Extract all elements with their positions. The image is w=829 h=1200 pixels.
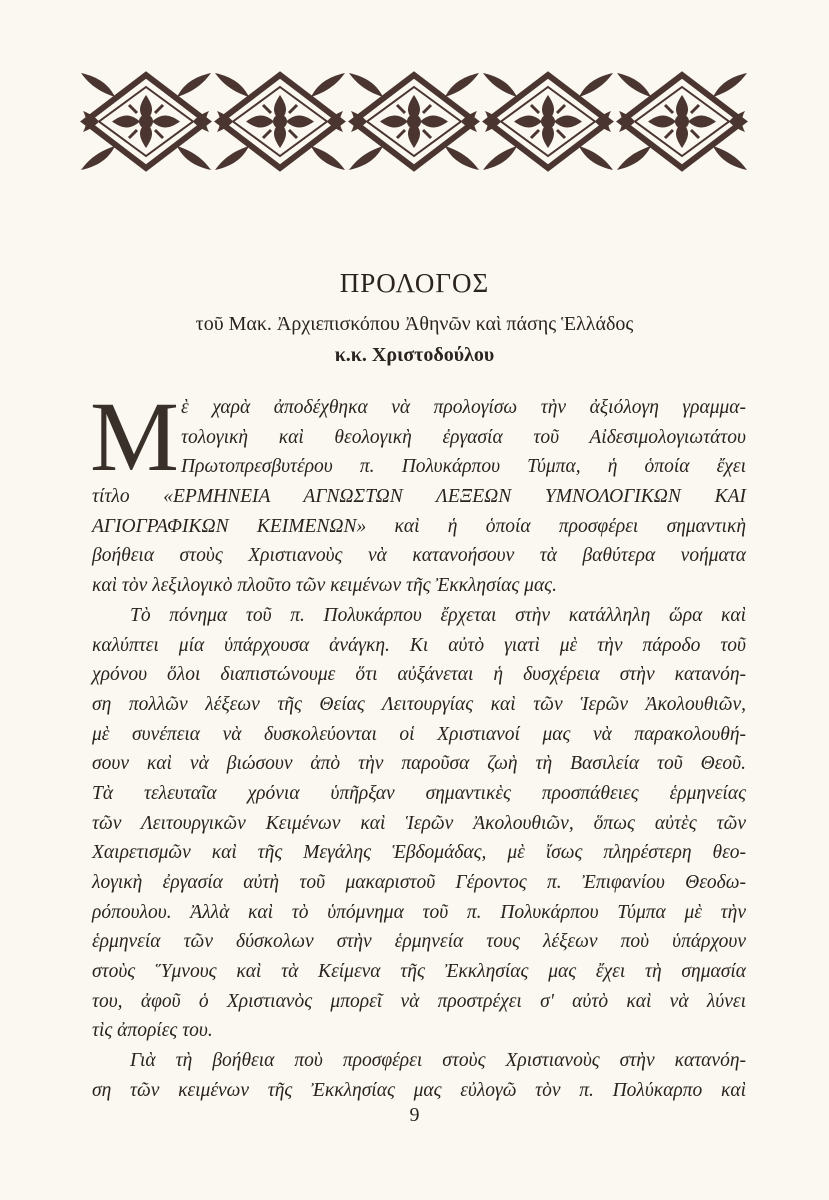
text-line: βοήθεια στοὺς Χριστιανοὺς νὰ κατανοήσουν τὰ βαθύτερα νοήματα bbox=[92, 545, 746, 567]
text-line: ὲ χαρὰ ἀποδέχθηκα νὰ προλογίσω τὴν ἀξιόλογη γραμμα- bbox=[181, 397, 746, 418]
text-line: Γιὰ τὴ βοήθεια ποὺ προσφέρει στοὺς Χριστιανοὺς στὴν κατανόη- bbox=[130, 1050, 746, 1072]
text-line: μὲ συνέπεια νὰ δυσκολεύονται οἱ Χριστιανοί μας νὰ παρακολουθή- bbox=[92, 723, 746, 745]
text-line: ση πολλῶν λέξεων τῆς Θείας Λειτουργίας καὶ τῶν Ἱερῶν Ἀκολουθιῶν, bbox=[92, 693, 746, 715]
text-line: ΑΓΙΟΓΡΑΦΙΚΩΝ ΚΕΙΜΕΝΩΝ» καὶ ἡ ὁποία προσφέρει σημαντικὴ bbox=[92, 515, 746, 537]
text-line: ρόπουλου. Ἀλλὰ καὶ τὸ ὑπόμνημα τοῦ π. Πολυκάρπου Τύμπα μὲ τὴν bbox=[92, 901, 746, 923]
text-line: του, ἀφοῦ ὁ Χριστιανὸς μπορεῖ νὰ προστρέχει σ' αὐτὸ καὶ νὰ λύνει bbox=[92, 990, 746, 1012]
text-line: Χαιρετισμῶν καὶ τῆς Μεγάλης Ἑβδομάδας, μὲ ἴσως πληρέστερη θεο- bbox=[92, 842, 746, 864]
text-line: καὶ τὸν λεξιλογικὸ πλοῦτο τῶν κειμένων τῆς Ἐκκλησίας μας. bbox=[92, 575, 557, 597]
text-line: χρόνου ὅλοι διαπιστώνουμε ὅτι αὐξάνεται ἡ δυσχέρεια στὴν κατανόη- bbox=[92, 664, 746, 686]
drop-cap: Μ bbox=[90, 381, 179, 492]
page-subtitle: τοῦ Μακ. Ἀρχιεπισκόπου Ἀθηνῶν καὶ πάσης Ἑλλάδος bbox=[195, 313, 634, 335]
page-number: 9 bbox=[409, 1104, 420, 1126]
text-line: τίτλο «ΕΡΜΗΝΕΙΑ ΑΓΝΩΣΤΩΝ ΛΕΞΕΩΝ ΥΜΝΟΛΟΓΙΚΩΝ ΚΑΙ bbox=[92, 486, 746, 508]
text-line: Πρωτοπρεσβυτέρου π. Πολυκάρπου Τύμπα, ἡ ὁποία ἔχει bbox=[181, 456, 746, 478]
text-line: στοὺς Ὕμνους καὶ τὰ Κείμενα τῆς Ἐκκλησίας μας ἔχει τὴ σημασία bbox=[92, 961, 746, 983]
text-line: Τὰ τελευταῖα χρόνια ὑπῆρξαν σημαντικὲς προσπάθειες ἑρμηνείας bbox=[92, 782, 746, 804]
text-line: τὶς ἀπορίες του. bbox=[92, 1020, 213, 1042]
text-line: λογικὴ ἐργασία αὐτὴ τοῦ μακαριστοῦ Γέροντος π. Ἐπιφανίου Θεοδω- bbox=[92, 872, 746, 893]
text-line: ση τῶν κειμένων τῆς Ἐκκλησίας μας εὐλογῶ τὸν π. Πολύκαρπο καὶ bbox=[92, 1079, 746, 1101]
body-text bbox=[90, 381, 746, 1106]
text-line: καλύπτει μία ὑπάρχουσα ἀνάγκη. Κι αὐτὸ γιατὶ μὲ τὴν πάροδο τοῦ bbox=[92, 634, 746, 656]
text-line: τῶν Λειτουργικῶν Κειμένων καὶ Ἱερῶν Ἀκολουθιῶν, ὅπως αὐτὲς τῶν bbox=[92, 812, 746, 834]
ornamental-header-band bbox=[79, 71, 749, 172]
page-title: ΠΡΟΛΟΓΟΣ bbox=[339, 268, 490, 298]
text-line: ἑρμηνεία τῶν δύσκολων στὴν ἑρμηνεία τους λέξεων ποὺ ὑπάρχουν bbox=[92, 931, 746, 953]
text-line: Τὸ πόνημα τοῦ π. Πολυκάρπου ἔρχεται στὴν κατάλληλη ὥρα καὶ bbox=[130, 604, 746, 626]
text-line: σουν καὶ νὰ βιώσουν ἀπὸ τὴν παροῦσα ζωὴ τὴ Βασιλεία τοῦ Θεοῦ. bbox=[92, 753, 746, 775]
text-line: τολογικὴ καὶ θεολογικὴ ἐργασία τοῦ Αἰδεσιμολογιωτάτου bbox=[181, 426, 746, 448]
author-name: κ.κ. Χριστοδούλου bbox=[334, 344, 495, 366]
